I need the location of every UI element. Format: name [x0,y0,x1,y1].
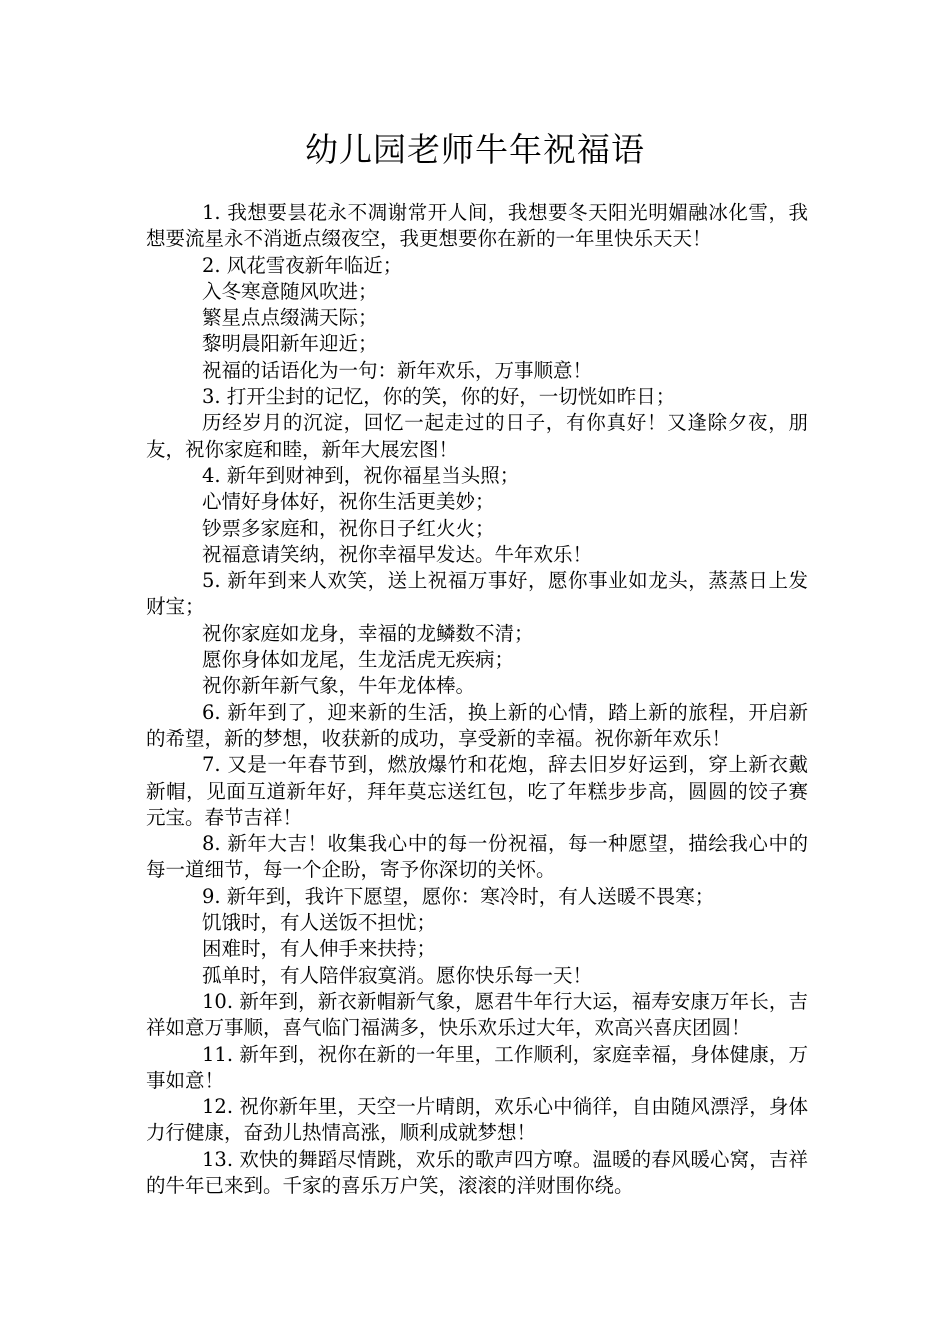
paragraph: 历经岁月的沉淀，回忆一起走过的日子，有你真好！又逢除夕夜，朋友，祝你家庭和睦，新年大展宏图！ [146,411,808,461]
paragraph: 心情好身体好，祝你生活更美妙； [202,490,495,514]
paragraph: 4. 新年到财神到，祝你福星当头照； [202,463,520,487]
paragraph: 祝你新年新气象，牛年龙体棒。 [202,674,476,698]
paragraph: 9. 新年到，我许下愿望，愿你：寒冷时，有人送暖不畏寒； [202,884,715,908]
paragraph: 6. 新年到了，迎来新的生活，换上新的心情，踏上新的旅程，开启新的希望，新的梦想，收获新的成功，享受新的幸福。祝你新年欢乐！ [146,700,808,750]
paragraph: 10. 新年到，新衣新帽新气象，愿君牛年行大运，福寿安康万年长，吉祥如意万事顺，喜气临门福满多，快乐欢乐过大年，欢高兴喜庆团圆！ [146,989,808,1040]
paragraph: 入冬寒意随风吹进； [202,279,378,303]
paragraph: 黎明晨阳新年迎近； [202,332,378,356]
paragraph: 钞票多家庭和，祝你日子红火火； [202,516,495,540]
paragraph: 饥饿时，有人送饭不担忧； [202,911,437,935]
paragraph: 困难时，有人伸手来扶持； [202,937,437,961]
paragraph: 愿你身体如龙尾，生龙活虎无疾病； [202,648,515,672]
paragraph: 祝福意请笑纳，祝你幸福早发达。牛年欢乐！ [202,542,593,566]
paragraph: 孤单时，有人陪伴寂寞消。愿你快乐每一天！ [202,963,593,987]
paragraph: 1. 我想要昙花永不凋谢常开人间，我想要冬天阳光明媚融冰化雪，我想要流星永不消逝点缀夜空，我更想要你在新的一年里快乐天天！ [146,201,808,251]
paragraph: 3. 打开尘封的记忆，你的笑，你的好，一切恍如昨日； [202,385,676,409]
paragraph: 祝你家庭如龙身，幸福的龙鳞数不清； [202,621,534,645]
paragraph: 5. 新年到来人欢笑，送上祝福万事好，愿你事业如龙头，蒸蒸日上发财宝； [146,569,808,619]
paragraph: 11. 新年到，祝你在新的一年里，工作顺利，家庭幸福，身体健康，万事如意！ [146,1042,808,1092]
paragraph: 7. 又是一年春节到，燃放爆竹和花炮，辞去旧岁好运到，穿上新衣戴新帽，见面互道新年好，拜年莫忘送红包，吃了年糕步步高，圆圆的饺子赛元宝。春节吉祥！ [146,753,808,829]
paragraph: 13. 欢快的舞蹈尽情跳，欢乐的歌声四方嘹。温暖的春风暖心窝，吉祥的牛年已来到。千家的喜乐万户笑，滚滚的洋财围你绕。 [146,1147,808,1197]
paragraph: 繁星点点缀满天际； [202,306,378,330]
paragraph: 2. 风花雪夜新年临近； [202,253,403,277]
document-title: 幼儿园老师牛年祝福语 [305,130,645,169]
paragraph: 祝福的话语化为一句：新年欢乐，万事顺意！ [202,358,593,382]
document-body [146,200,808,1199]
paragraph: 12. 祝你新年里，天空一片晴朗，欢乐心中徜徉，自由随风漂浮，身体力行健康，奋劲儿热情高涨，顺利成就梦想！ [146,1095,808,1145]
paragraph: 8. 新年大吉！收集我心中的每一份祝福，每一种愿望，描绘我心中的每一道细节，每一个企盼，寄予你深切的关怀。 [146,832,808,882]
